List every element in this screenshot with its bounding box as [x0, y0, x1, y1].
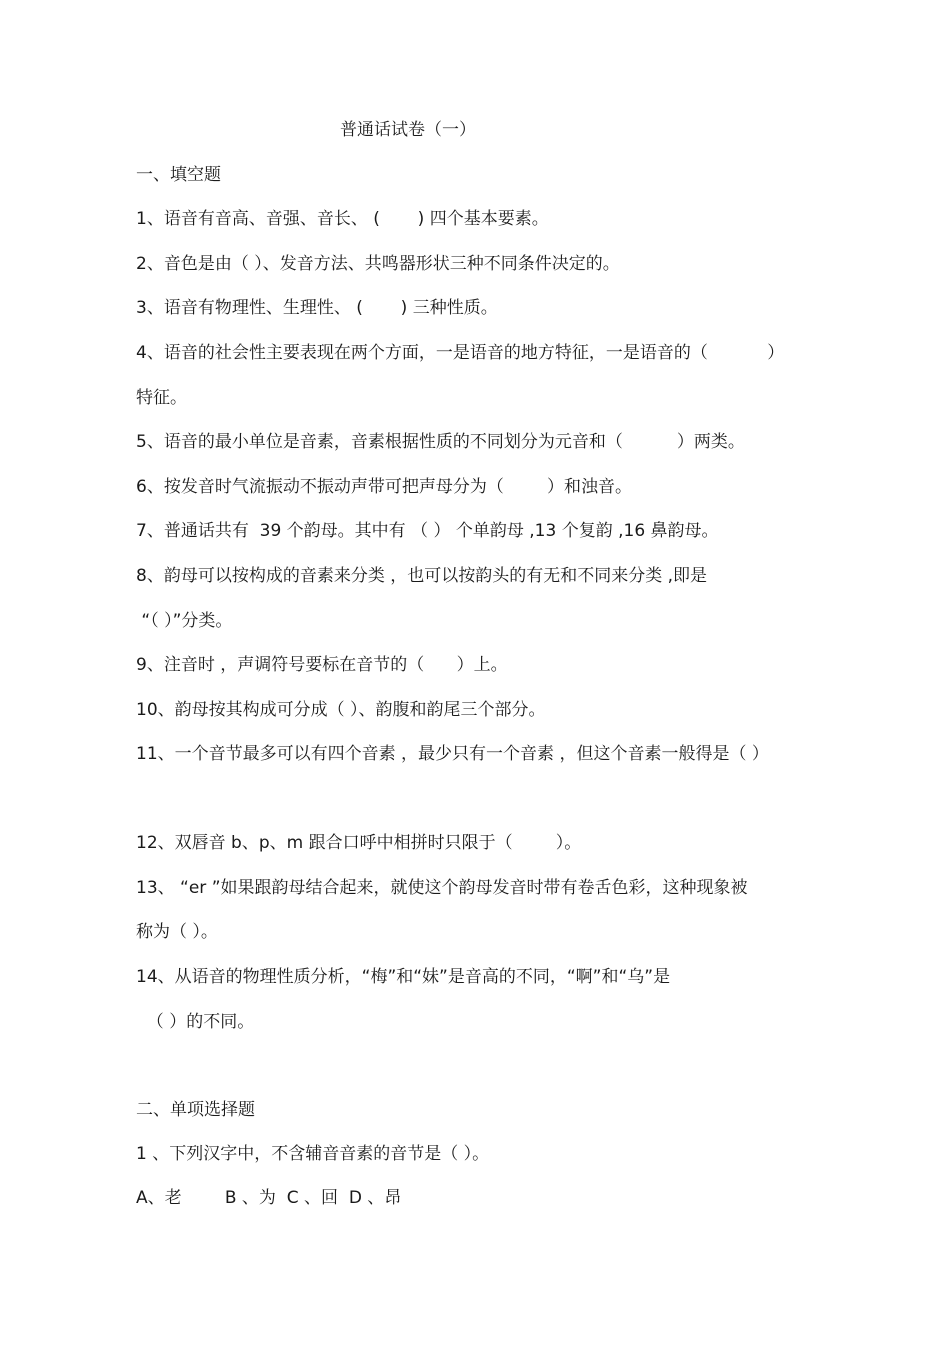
question-14-line-1: 14、从语音的物理性质分析，“梅”和“妹”是音高的不同，“啊”和“乌”是 [136, 967, 671, 987]
mc-question-1-options: A、老 B 、为 C 、回 D 、昂 [136, 1188, 402, 1208]
question-13-line-1: 13、 “er ”如果跟韵母结合起来，就使这个韵母发音时带有卷舌色彩，这种现象被 [136, 878, 748, 898]
question-10: 10、韵母按其构成可分成（ ）、韵腹和韵尾三个部分。 [136, 700, 546, 720]
question-12: 12、双唇音 b、p、m 跟合口呼中相拼时只限于（ ）。 [136, 833, 582, 853]
question-4-line-2: 特征。 [136, 388, 187, 408]
question-13-line-2: 称为（ ）。 [136, 922, 218, 942]
question-14-line-2: （ ）的不同。 [136, 1012, 255, 1032]
question-1: 1、语音有音高、音强、音长、 ( ) 四个基本要素。 [136, 209, 549, 229]
page-title: 普通话试卷（一） [340, 120, 476, 140]
section-heading-multiple-choice: 二、单项选择题 [136, 1100, 255, 1120]
question-8-line-1: 8、韵母可以按构成的音素来分类 ，也可以按韵头的有无和不同来分类 ,即是 [136, 566, 708, 586]
question-11: 11、一个音节最多可以有四个音素 ，最少只有一个音素 ，但这个音素一般得是（ ） [136, 744, 769, 764]
mc-question-1: 1 、下列汉字中，不含辅音音素的音节是（ ）。 [136, 1144, 490, 1164]
section-heading-fill-in: 一、填空题 [136, 165, 221, 185]
question-3: 3、语音有物理性、生理性、 ( ) 三种性质。 [136, 298, 498, 318]
question-5: 5、语音的最小单位是音素，音素根据性质的不同划分为元音和（ ）两类。 [136, 432, 745, 452]
question-4-line-1: 4、语音的社会性主要表现在两个方面，一是语音的地方特征，一是语音的（ ） [136, 343, 785, 363]
question-8-line-2: “（ ）”分类。 [136, 611, 233, 631]
question-7: 7、普通话共有 39 个韵母。其中有 （ ） 个单韵母 ,13 个复韵 ,16 鼻韵母。 [136, 521, 719, 541]
question-6: 6、按发音时气流振动不振动声带可把声母分为（ ）和浊音。 [136, 477, 633, 497]
question-9: 9、注音时 ，声调符号要标在音节的（ ）上。 [136, 655, 508, 675]
question-2: 2、音色是由（ ）、发音方法、共鸣器形状三种不同条件决定的。 [136, 254, 620, 274]
